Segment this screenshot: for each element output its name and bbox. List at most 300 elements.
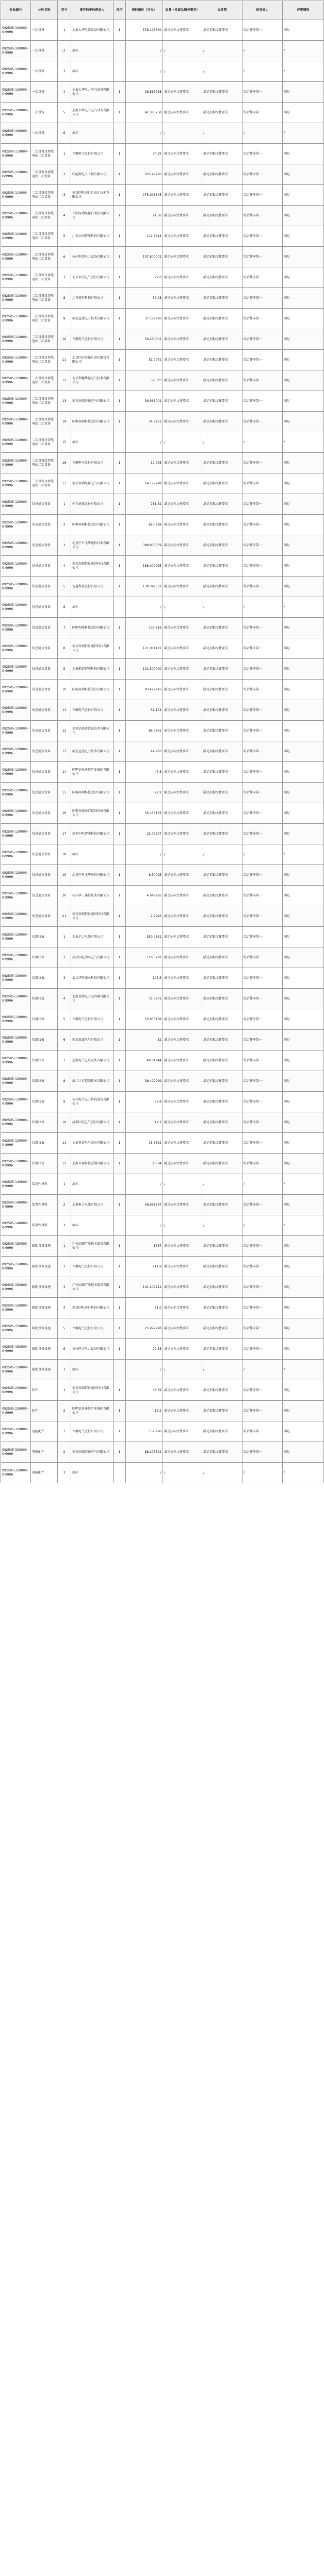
section-name-cell: 信息通信设备 bbox=[31, 494, 58, 515]
review-status-cell: 满足 bbox=[283, 1257, 324, 1277]
table-row bbox=[1, 185, 324, 206]
delivery-cell: 满足招标文件要求 bbox=[202, 1442, 242, 1463]
column-header: 评审情况 bbox=[283, 1, 324, 20]
table-row bbox=[1, 1030, 324, 1050]
section-code-cell: 092505-130000-0-9996 bbox=[1, 1050, 31, 1071]
candidate-name-cell: 上海大华电器设备有限公司 bbox=[71, 20, 114, 41]
candidate-name-cell: 上海亿力电器有限公司 bbox=[71, 927, 114, 947]
delivery-cell: 满足招标文件要求 bbox=[202, 680, 242, 700]
bid-price-cell: 88.205542 bbox=[126, 1442, 163, 1463]
supply-capacity-cell: 综合排序第一 bbox=[242, 1154, 283, 1174]
package-no-cell: 16 bbox=[58, 453, 71, 473]
package-no-cell: 12 bbox=[58, 1154, 71, 1174]
rank-cell: 1 bbox=[114, 1236, 126, 1257]
review-status-cell: 满足 bbox=[283, 1195, 324, 1215]
supply-capacity-cell: 综合排序第一 bbox=[242, 535, 283, 556]
table-row bbox=[1, 906, 324, 927]
review-status-cell: / bbox=[283, 432, 324, 453]
rank-cell: 1 bbox=[114, 1030, 126, 1050]
review-status-cell: 满足 bbox=[283, 1030, 324, 1050]
delivery-cell: 满足招标文件要求 bbox=[202, 1154, 242, 1174]
review-status-cell: 满足 bbox=[283, 247, 324, 267]
supply-capacity-cell: 综合排序第一 bbox=[242, 206, 283, 226]
bid-price-cell: / bbox=[126, 1463, 163, 1483]
table-row bbox=[1, 1071, 324, 1092]
delivery-cell: / bbox=[202, 1360, 242, 1380]
table-row bbox=[1, 721, 324, 741]
supply-capacity-cell: 综合排序第一 bbox=[242, 185, 283, 206]
supply-capacity-cell: 综合排序第一 bbox=[242, 803, 283, 824]
section-name-cell: 二次设备及智能电站二次设备 bbox=[31, 350, 58, 370]
quality-cell: 满足招标文件要求 bbox=[163, 288, 202, 309]
package-no-cell: 8 bbox=[58, 638, 71, 659]
rank-cell: 1 bbox=[114, 453, 126, 473]
quality-cell: 满足招标文件要求 bbox=[163, 494, 202, 515]
delivery-cell: 满足招标文件要求 bbox=[202, 1421, 242, 1442]
section-name-cell: 信息通信设备 bbox=[31, 803, 58, 824]
package-no-cell: 11 bbox=[58, 1133, 71, 1154]
quality-cell: 满足招标文件要求 bbox=[163, 886, 202, 906]
section-code-cell: 092505-100000-0-9996 bbox=[1, 41, 31, 61]
section-name-cell: 信息通信设备 bbox=[31, 741, 58, 762]
section-code-cell: 092505-110000-0-9996 bbox=[1, 412, 31, 432]
supply-capacity-cell: 综合排序第一 bbox=[242, 721, 283, 741]
section-name-cell: 仪器仪表 bbox=[31, 1133, 58, 1154]
table-row bbox=[1, 350, 324, 370]
delivery-cell: 满足招标文件要求 bbox=[202, 206, 242, 226]
section-code-cell: 092505-120000-0-9996 bbox=[1, 721, 31, 741]
table-row bbox=[1, 473, 324, 494]
table-row bbox=[1, 1380, 324, 1401]
section-code-cell: 092505-130000-0-9996 bbox=[1, 1154, 31, 1174]
bid-price-cell: 188.009965 bbox=[126, 556, 163, 577]
delivery-cell: 满足招标文件要求 bbox=[202, 783, 242, 803]
supply-capacity-cell: / bbox=[242, 1463, 283, 1483]
table-row bbox=[1, 947, 324, 968]
table-row bbox=[1, 886, 324, 906]
section-code-cell: 092505-120000-0-9996 bbox=[1, 494, 31, 515]
delivery-cell: 满足招标文件要求 bbox=[202, 453, 242, 473]
quality-cell: 满足招标文件要求 bbox=[163, 906, 202, 927]
review-status-cell: 满足 bbox=[283, 206, 324, 226]
review-status-cell: 满足 bbox=[283, 288, 324, 309]
section-name-cell: 信息通信设备 bbox=[31, 824, 58, 844]
rank-cell: 1 bbox=[114, 1154, 126, 1174]
package-no-cell: 3 bbox=[58, 535, 71, 556]
bid-price-cell: / bbox=[126, 1174, 163, 1195]
section-name-cell: 信息通信设备 bbox=[31, 700, 58, 721]
candidate-name-cell: 江苏水网智能科技有限公司 bbox=[71, 226, 114, 247]
delivery-cell: 满足招标文件要求 bbox=[202, 20, 242, 41]
supply-capacity-cell: 综合排序第一 bbox=[242, 1401, 283, 1421]
quality-cell: 满足招标文件要求 bbox=[163, 350, 202, 370]
review-status-cell: 满足 bbox=[283, 82, 324, 103]
rank-cell: 1 bbox=[114, 494, 126, 515]
package-no-cell: 1 bbox=[58, 1380, 71, 1401]
review-status-cell: 满足 bbox=[283, 1421, 324, 1442]
table-row bbox=[1, 989, 324, 1009]
supply-capacity-cell: 综合排序第一 bbox=[242, 412, 283, 432]
package-no-cell: 12 bbox=[58, 721, 71, 741]
candidate-name-cell: 南京南瑞信息通信科技有限公司 bbox=[71, 906, 114, 927]
review-status-cell: 满足 bbox=[283, 1092, 324, 1112]
quality-cell: 满足招标文件要求 bbox=[163, 473, 202, 494]
bid-price-cell: 29.38 bbox=[126, 1339, 163, 1360]
section-name-cell: 信息通信设备 bbox=[31, 597, 58, 618]
table-row bbox=[1, 597, 324, 618]
section-code-cell: 092505-150000-0-9996 bbox=[1, 1339, 31, 1360]
section-name-cell: 信息通信设备 bbox=[31, 638, 58, 659]
quality-cell: 满足招标文件要求 bbox=[163, 329, 202, 350]
section-name-cell: 辅助设备设施 bbox=[31, 1236, 58, 1257]
candidate-name-cell: 上海电力电缆有限公司 bbox=[71, 1195, 114, 1215]
table-row bbox=[1, 927, 324, 947]
section-name-cell: 二次设备及智能电站二次设备 bbox=[31, 370, 58, 391]
candidate-name-cell: 上海亚琛科技发展有限公司 bbox=[71, 1154, 114, 1174]
rank-cell: 1 bbox=[114, 680, 126, 700]
section-name-cell: 信息通信设备 bbox=[31, 762, 58, 783]
delivery-cell: 满足招标文件要求 bbox=[202, 82, 242, 103]
supply-capacity-cell: / bbox=[242, 41, 283, 61]
review-status-cell: 满足 bbox=[283, 267, 324, 288]
bid-price-cell: 8.50095 bbox=[126, 865, 163, 886]
quality-cell: 满足招标文件要求 bbox=[163, 1298, 202, 1318]
section-name-cell: 装置性材料 bbox=[31, 1195, 58, 1215]
bid-price-cell: 15.6392 bbox=[126, 1133, 163, 1154]
candidate-name-cell: 流标 bbox=[71, 1174, 114, 1195]
supply-capacity-cell: / bbox=[242, 61, 283, 82]
quality-cell: 满足招标文件要求 bbox=[163, 1009, 202, 1030]
delivery-cell: 满足招标文件要求 bbox=[202, 1277, 242, 1298]
bid-price-cell: 135.216 bbox=[126, 618, 163, 638]
review-status-cell: / bbox=[283, 844, 324, 865]
rank-cell: 1 bbox=[114, 1339, 126, 1360]
candidate-name-cell: 广州高澜节能技术股份有限公司 bbox=[71, 1277, 114, 1298]
section-name-cell: 仪器仪表 bbox=[31, 1092, 58, 1112]
section-code-cell: 092505-120000-0-9996 bbox=[1, 659, 31, 680]
package-no-cell: 3 bbox=[58, 1277, 71, 1298]
review-status-cell: 满足 bbox=[283, 20, 324, 41]
package-no-cell: 13 bbox=[58, 741, 71, 762]
table-row bbox=[1, 577, 324, 597]
delivery-cell: 满足招标文件要求 bbox=[202, 494, 242, 515]
package-no-cell: 14 bbox=[58, 762, 71, 783]
review-status-cell: 满足 bbox=[283, 412, 324, 432]
package-no-cell: 14 bbox=[58, 412, 71, 432]
bid-price-cell: 49.81944 bbox=[126, 1050, 163, 1071]
section-code-cell: 092505-230000-0-9996 bbox=[1, 1401, 31, 1421]
bid-price-cell: 157.296 bbox=[126, 1421, 163, 1442]
candidate-name-cell: 许继电气股份有限公司 bbox=[71, 700, 114, 721]
bid-price-cell: 74.35 bbox=[126, 144, 163, 164]
rank-cell: 1 bbox=[114, 247, 126, 267]
package-no-cell: 18 bbox=[58, 844, 71, 865]
package-no-cell: 4 bbox=[58, 1298, 71, 1318]
section-code-cell: 092505-150000-0-9996 bbox=[1, 1277, 31, 1298]
bid-price-cell: 34.9961 bbox=[126, 412, 163, 432]
review-status-cell: 满足 bbox=[283, 1112, 324, 1133]
table-row bbox=[1, 515, 324, 535]
delivery-cell: 满足招标文件要求 bbox=[202, 741, 242, 762]
section-name-cell: 仪器仪表 bbox=[31, 1112, 58, 1133]
quality-cell: 满足招标文件要求 bbox=[163, 515, 202, 535]
candidate-name-cell: 国网智能科技股份有限公司 bbox=[71, 618, 114, 638]
delivery-cell: 满足招标文件要求 bbox=[202, 288, 242, 309]
candidate-name-cell: 长园深瑞继保自动化有限公司 bbox=[71, 206, 114, 226]
package-no-cell: 1 bbox=[58, 1236, 71, 1257]
package-no-cell: 7 bbox=[58, 1360, 71, 1380]
rank-cell: 1 bbox=[114, 968, 126, 989]
bid-price-cell: 130.342562 bbox=[126, 577, 163, 597]
review-status-cell: 满足 bbox=[283, 329, 324, 350]
delivery-cell: 满足招标文件要求 bbox=[202, 391, 242, 412]
rank-cell: 1 bbox=[114, 1421, 126, 1442]
quality-cell: 满足招标文件要求 bbox=[163, 1421, 202, 1442]
candidate-name-cell: 南京南瑞信息通信科技有限公司 bbox=[71, 1380, 114, 1401]
rank-cell: 1 bbox=[114, 370, 126, 391]
section-name-cell: 一次设备 bbox=[31, 20, 58, 41]
review-status-cell: 满足 bbox=[283, 391, 324, 412]
rank-cell: 1 bbox=[114, 185, 126, 206]
supply-capacity-cell: 综合排序第一 bbox=[242, 164, 283, 185]
section-code-cell: 092505-150000-0-9996 bbox=[1, 1298, 31, 1318]
section-code-cell: 092505-120000-0-9996 bbox=[1, 556, 31, 577]
section-name-cell: 辅助设备设施 bbox=[31, 1277, 58, 1298]
review-status-cell: / bbox=[283, 597, 324, 618]
supply-capacity-cell: 综合排序第一 bbox=[242, 1236, 283, 1257]
section-name-cell: 辅助设备设施 bbox=[31, 1298, 58, 1318]
supply-capacity-cell: 综合排序第一 bbox=[242, 1257, 283, 1277]
table-row bbox=[1, 680, 324, 700]
section-code-cell: 092505-110000-0-9996 bbox=[1, 370, 31, 391]
section-name-cell: 二次设备及智能电站二次设备 bbox=[31, 247, 58, 267]
package-no-cell: 6 bbox=[58, 247, 71, 267]
section-name-cell: 二次设备及智能电站二次设备 bbox=[31, 185, 58, 206]
review-status-cell: 满足 bbox=[283, 906, 324, 927]
candidate-name-cell: 国网信息通信产业集团有限公司 bbox=[71, 762, 114, 783]
table-row bbox=[1, 288, 324, 309]
quality-cell: 满足招标文件要求 bbox=[163, 453, 202, 473]
bid-price-cell: / bbox=[126, 41, 163, 61]
candidate-name-cell: 上海置信电气股份有限公司 bbox=[71, 1133, 114, 1154]
section-name-cell: 信息通信设备 bbox=[31, 515, 58, 535]
supply-capacity-cell: 综合排序第一 bbox=[242, 1277, 283, 1298]
bid-price-cell: 56.981787 bbox=[126, 1195, 163, 1215]
supply-capacity-cell: 综合排序第一 bbox=[242, 226, 283, 247]
rank-cell: 1 bbox=[114, 515, 126, 535]
review-status-cell: / bbox=[283, 1215, 324, 1236]
quality-cell: 满足招标文件要求 bbox=[163, 20, 202, 41]
delivery-cell: / bbox=[202, 1174, 242, 1195]
rank-cell: 1 bbox=[114, 473, 126, 494]
section-name-cell: 二次设备及智能电站二次设备 bbox=[31, 412, 58, 432]
delivery-cell: 满足招标文件要求 bbox=[202, 577, 242, 597]
supply-capacity-cell: 综合排序第一 bbox=[242, 103, 283, 123]
section-name-cell: 二次设备及智能电站二次设备 bbox=[31, 309, 58, 329]
quality-cell: / bbox=[163, 844, 202, 865]
quality-cell: 满足招标文件要求 bbox=[163, 721, 202, 741]
quality-cell: 满足招标文件要求 bbox=[163, 824, 202, 844]
rank-cell: 1 bbox=[114, 906, 126, 927]
review-status-cell: / bbox=[283, 1463, 324, 1483]
table-row bbox=[1, 370, 324, 391]
package-no-cell: 6 bbox=[58, 1339, 71, 1360]
section-name-cell: 一次设备 bbox=[31, 61, 58, 82]
review-status-cell: 满足 bbox=[283, 741, 324, 762]
rank-cell bbox=[114, 1174, 126, 1195]
supply-capacity-cell: 综合排序第一 bbox=[242, 947, 283, 968]
table-row bbox=[1, 1339, 324, 1360]
rank-cell: 1 bbox=[114, 1009, 126, 1030]
delivery-cell: 满足招标文件要求 bbox=[202, 659, 242, 680]
supply-capacity-cell: 综合排序第一 bbox=[242, 762, 283, 783]
supply-capacity-cell: 综合排序第一 bbox=[242, 515, 283, 535]
section-code-cell: 092505-100000-0-9996 bbox=[1, 123, 31, 144]
package-no-cell: 3 bbox=[58, 1215, 71, 1236]
supply-capacity-cell: 综合排序第一 bbox=[242, 1380, 283, 1401]
section-code-cell: 092505-320000-0-9996 bbox=[1, 1463, 31, 1483]
column-header: 供货能力 bbox=[242, 1, 283, 20]
package-no-cell: 2 bbox=[58, 1401, 71, 1421]
delivery-cell: 满足招标文件要求 bbox=[202, 185, 242, 206]
bid-price-cell: 47.6 bbox=[126, 762, 163, 783]
review-status-cell: 满足 bbox=[283, 1236, 324, 1257]
supply-capacity-cell: / bbox=[242, 1360, 283, 1380]
candidate-name-cell: 南京南瑞信息通信科技有限公司 bbox=[71, 556, 114, 577]
table-row bbox=[1, 659, 324, 680]
supply-capacity-cell: 综合排序第一 bbox=[242, 247, 283, 267]
section-code-cell: 092505-110000-0-9996 bbox=[1, 185, 31, 206]
table-row bbox=[1, 1401, 324, 1421]
section-name-cell: 电能配件 bbox=[31, 1442, 58, 1463]
supply-capacity-cell: 综合排序第一 bbox=[242, 659, 283, 680]
supply-capacity-cell: 综合排序第一 bbox=[242, 350, 283, 370]
section-name-cell: 装置性材料 bbox=[31, 1215, 58, 1236]
quality-cell: 满足招标文件要求 bbox=[163, 1380, 202, 1401]
quality-cell: 满足招标文件要求 bbox=[163, 1050, 202, 1071]
delivery-cell: / bbox=[202, 597, 242, 618]
bid-price-cell: / bbox=[126, 844, 163, 865]
candidate-name-cell: 福建亿能达信息技术有限公司 bbox=[71, 721, 114, 741]
supply-capacity-cell: / bbox=[242, 1174, 283, 1195]
review-status-cell: 满足 bbox=[283, 680, 324, 700]
section-code-cell: 092505-120000-0-9996 bbox=[1, 762, 31, 783]
column-header: 排序 bbox=[114, 1, 126, 20]
quality-cell: / bbox=[163, 61, 202, 82]
bid-price-cell: 107.800001 bbox=[126, 247, 163, 267]
package-no-cell: 5 bbox=[58, 103, 71, 123]
supply-capacity-cell: 综合排序第一 bbox=[242, 824, 283, 844]
rank-cell: 1 bbox=[114, 659, 126, 680]
rank-cell: 1 bbox=[114, 947, 126, 968]
table-row bbox=[1, 432, 324, 453]
supply-capacity-cell: 综合排序第一 bbox=[242, 906, 283, 927]
table-row bbox=[1, 1442, 324, 1463]
section-name-cell: 辅助设备设施 bbox=[31, 1339, 58, 1360]
candidate-name-cell: 成都国光电气股份有限公司 bbox=[71, 1112, 114, 1133]
supply-capacity-cell: / bbox=[242, 432, 283, 453]
review-status-cell: 满足 bbox=[283, 1277, 324, 1298]
bid-price-cell: 37.08 bbox=[126, 288, 163, 309]
review-status-cell: 满足 bbox=[283, 721, 324, 741]
supply-capacity-cell: / bbox=[242, 123, 283, 144]
delivery-cell: 满足招标文件要求 bbox=[202, 1092, 242, 1112]
table-row bbox=[1, 1463, 324, 1483]
rank-cell: 1 bbox=[114, 1257, 126, 1277]
supply-capacity-cell: 综合排序第一 bbox=[242, 1092, 283, 1112]
bid-price-cell: 211.8 bbox=[126, 1257, 163, 1277]
bid-price-cell: 126.3792 bbox=[126, 947, 163, 968]
candidate-name-cell: 国电南瑞科技股份有限公司 bbox=[71, 783, 114, 803]
candidate-name-cell: 南京国电南自自动化技术有限公司 bbox=[71, 185, 114, 206]
column-header: 分标名称 bbox=[31, 1, 58, 20]
bid-price-cell: 59.325 bbox=[126, 370, 163, 391]
supply-capacity-cell: 综合排序第一 bbox=[242, 1298, 283, 1318]
supply-capacity-cell: 综合排序第一 bbox=[242, 1133, 283, 1154]
section-code-cell: 092505-130000-0-9996 bbox=[1, 1009, 31, 1030]
quality-cell: 满足招标文件要求 bbox=[163, 659, 202, 680]
review-status-cell: 满足 bbox=[283, 1050, 324, 1071]
supply-capacity-cell: 综合排序第一 bbox=[242, 1050, 283, 1071]
section-name-cell: 仪器仪表 bbox=[31, 1030, 58, 1050]
package-no-cell: 5 bbox=[58, 1009, 71, 1030]
package-no-cell: 7 bbox=[58, 1050, 71, 1071]
section-code-cell: 092505-110000-0-9996 bbox=[1, 206, 31, 226]
quality-cell: 满足招标文件要求 bbox=[163, 803, 202, 824]
bid-price-cell: 28.813938 bbox=[126, 82, 163, 103]
bid-price-cell: 42.385758 bbox=[126, 103, 163, 123]
quality-cell: 满足招标文件要求 bbox=[163, 1112, 202, 1133]
review-status-cell: 满足 bbox=[283, 226, 324, 247]
candidate-name-cell: 流标 bbox=[71, 597, 114, 618]
quality-cell: / bbox=[163, 1215, 202, 1236]
rank-cell: 1 bbox=[114, 762, 126, 783]
bid-price-cell: 12.995 bbox=[126, 453, 163, 473]
rank-cell: 1 bbox=[114, 350, 126, 370]
bid-price-cell: 121.001181 bbox=[126, 638, 163, 659]
candidate-name-cell: 南京南瑞信息通信科技有限公司 bbox=[71, 638, 114, 659]
quality-cell: 满足招标文件要求 bbox=[163, 556, 202, 577]
package-no-cell: 15 bbox=[58, 783, 71, 803]
review-status-cell: 满足 bbox=[283, 947, 324, 968]
table-row bbox=[1, 206, 324, 226]
package-no-cell: 4 bbox=[58, 556, 71, 577]
bid-price-cell: 39.966001 bbox=[126, 391, 163, 412]
table-row bbox=[1, 968, 324, 989]
package-no-cell: 2 bbox=[58, 515, 71, 535]
quality-cell: 满足招标文件要求 bbox=[163, 1030, 202, 1050]
section-name-cell: 辅助设备设施 bbox=[31, 1318, 58, 1339]
delivery-cell: 满足招标文件要求 bbox=[202, 1401, 242, 1421]
table-row bbox=[1, 865, 324, 886]
column-header: 分标编号 bbox=[1, 1, 31, 20]
quality-cell: 满足招标文件要求 bbox=[163, 1133, 202, 1154]
section-name-cell: 信息通信设备 bbox=[31, 680, 58, 700]
rank-cell: 1 bbox=[114, 20, 126, 41]
delivery-cell: 满足招标文件要求 bbox=[202, 164, 242, 185]
package-no-cell: 2 bbox=[58, 1442, 71, 1463]
package-no-cell: 10 bbox=[58, 680, 71, 700]
section-code-cell: 092505-110000-0-9996 bbox=[1, 350, 31, 370]
quality-cell: 满足招标文件要求 bbox=[163, 865, 202, 886]
bid-price-cell: 225.49995 bbox=[126, 164, 163, 185]
bid-price-cell: 44.983 bbox=[126, 741, 163, 762]
section-code-cell: 092505-150000-0-9996 bbox=[1, 1257, 31, 1277]
supply-capacity-cell: 综合排序第一 bbox=[242, 288, 283, 309]
delivery-cell: 满足招标文件要求 bbox=[202, 1257, 242, 1277]
package-no-cell: 1 bbox=[58, 494, 71, 515]
delivery-cell: 满足招标文件要求 bbox=[202, 906, 242, 927]
